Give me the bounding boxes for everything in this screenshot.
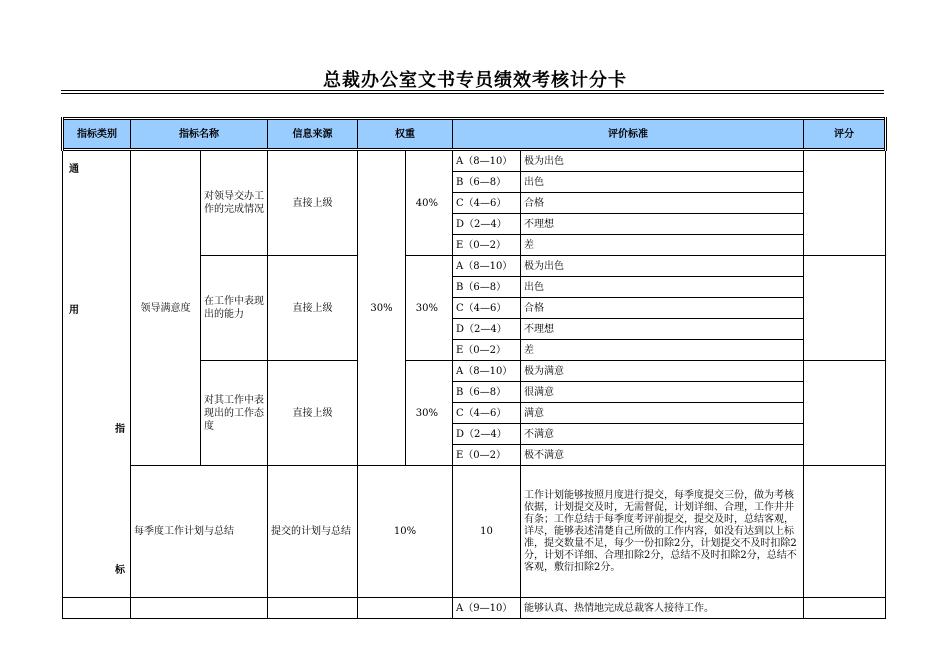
grade-desc: 合格 (521, 298, 804, 319)
grade-desc: 不理想 (521, 214, 804, 235)
plan-source: 提交的计划与总结 (268, 466, 358, 598)
plan-desc: 工作计划能够按照月度进行提交，每季度提交三份，做为考核依据，计划提交及时，无需督促，计划详细、合理，工作井井有条；工作总结于每季度考评前提交，提交及时，总结客观，详尽，能够表述清楚自己所做的工作内容，如没有达到以上标准，提交数量不足，每少一份扣除2分，计划提交不及时扣除2分，计划不详细、合理扣除2分，总结不及时扣除2分，总结不客观，敷衍扣除2分。 (521, 466, 804, 598)
title-rule-bottom (61, 93, 884, 94)
sub-weight: 30% (406, 256, 453, 361)
header-weight: 权重 (358, 119, 453, 150)
sub-source: 直接上级 (268, 361, 358, 466)
grade-desc: 出色 (521, 172, 804, 193)
scorecard-table (61, 117, 887, 619)
grade-label: B（6—8） (453, 382, 521, 403)
grade-label: E（0—2） (453, 235, 521, 256)
score-cell[interactable] (804, 256, 886, 361)
header-source: 信息来源 (268, 119, 358, 150)
sub-weight: 30% (406, 361, 453, 466)
grade-desc: 能够认真、热情地完成总裁客人接待工作。 (521, 598, 804, 619)
grade-label: D（2—4） (453, 319, 521, 340)
leader-weight: 30% (358, 150, 406, 466)
weight-cell (358, 598, 453, 619)
grade-desc: 极为出色 (521, 150, 804, 172)
sub-weight: 40% (406, 150, 453, 256)
category-char: 用 (69, 305, 79, 316)
grade-desc: 不理想 (521, 319, 804, 340)
table-row (63, 598, 886, 619)
grade-desc: 差 (521, 340, 804, 361)
grade-desc: 很满意 (521, 382, 804, 403)
grade-desc: 极为满意 (521, 361, 804, 382)
grade-label: B（6—8） (453, 277, 521, 298)
grade-label: D（2—4） (453, 424, 521, 445)
leader-name: 领导满意度 (131, 150, 201, 466)
table-row (63, 466, 886, 598)
category-char: 标 (115, 565, 125, 576)
header-category: 指标类别 (63, 119, 131, 150)
header-row (63, 119, 886, 150)
score-cell[interactable] (804, 361, 886, 466)
grade-label: A（8—10） (453, 361, 521, 382)
header-name: 指标名称 (131, 119, 268, 150)
category-char: 指 (115, 424, 125, 435)
grade-desc: 不满意 (521, 424, 804, 445)
header-criteria: 评价标准 (453, 119, 804, 150)
grade-desc: 出色 (521, 277, 804, 298)
grade-label: B（6—8） (453, 172, 521, 193)
grade-desc: 极不满意 (521, 445, 804, 466)
grade-label: A（8—10） (453, 150, 521, 172)
sub-name: 在工作中表现出的能力 (201, 256, 268, 361)
grade-label: C（4—6） (453, 403, 521, 424)
grade-label: D（2—4） (453, 214, 521, 235)
score-cell[interactable] (804, 150, 886, 256)
grade-label: C（4—6） (453, 193, 521, 214)
grade-desc: 极为出色 (521, 256, 804, 277)
sub-name: 对领导交办工作的完成情况 (201, 150, 268, 256)
plan-grade: 10 (453, 466, 521, 598)
plan-name: 每季度工作计划与总结 (131, 466, 268, 598)
table-row (63, 150, 886, 172)
category-char: 通 (69, 164, 79, 175)
title-rule-top (61, 90, 884, 91)
grade-label: A（9—10） (453, 598, 521, 619)
grade-desc: 差 (521, 235, 804, 256)
plan-weight: 10% (358, 466, 453, 598)
category-cell (63, 598, 131, 619)
grade-desc: 合格 (521, 193, 804, 214)
grade-label: E（0—2） (453, 340, 521, 361)
header-score: 评分 (804, 119, 886, 150)
grade-label: A（8—10） (453, 256, 521, 277)
grade-label: E（0—2） (453, 445, 521, 466)
grade-label: C（4—6） (453, 298, 521, 319)
score-cell[interactable] (804, 466, 886, 598)
sub-source: 直接上级 (268, 150, 358, 256)
sub-source: 直接上级 (268, 256, 358, 361)
page-title: 总裁办公室文书专员绩效考核计分卡 (323, 70, 627, 91)
source-cell (268, 598, 358, 619)
sub-name: 对其工作中表现出的工作态度 (201, 361, 268, 466)
grade-desc: 满意 (521, 403, 804, 424)
score-cell[interactable] (804, 598, 886, 619)
category-cell (63, 150, 131, 598)
name-cell (131, 598, 268, 619)
